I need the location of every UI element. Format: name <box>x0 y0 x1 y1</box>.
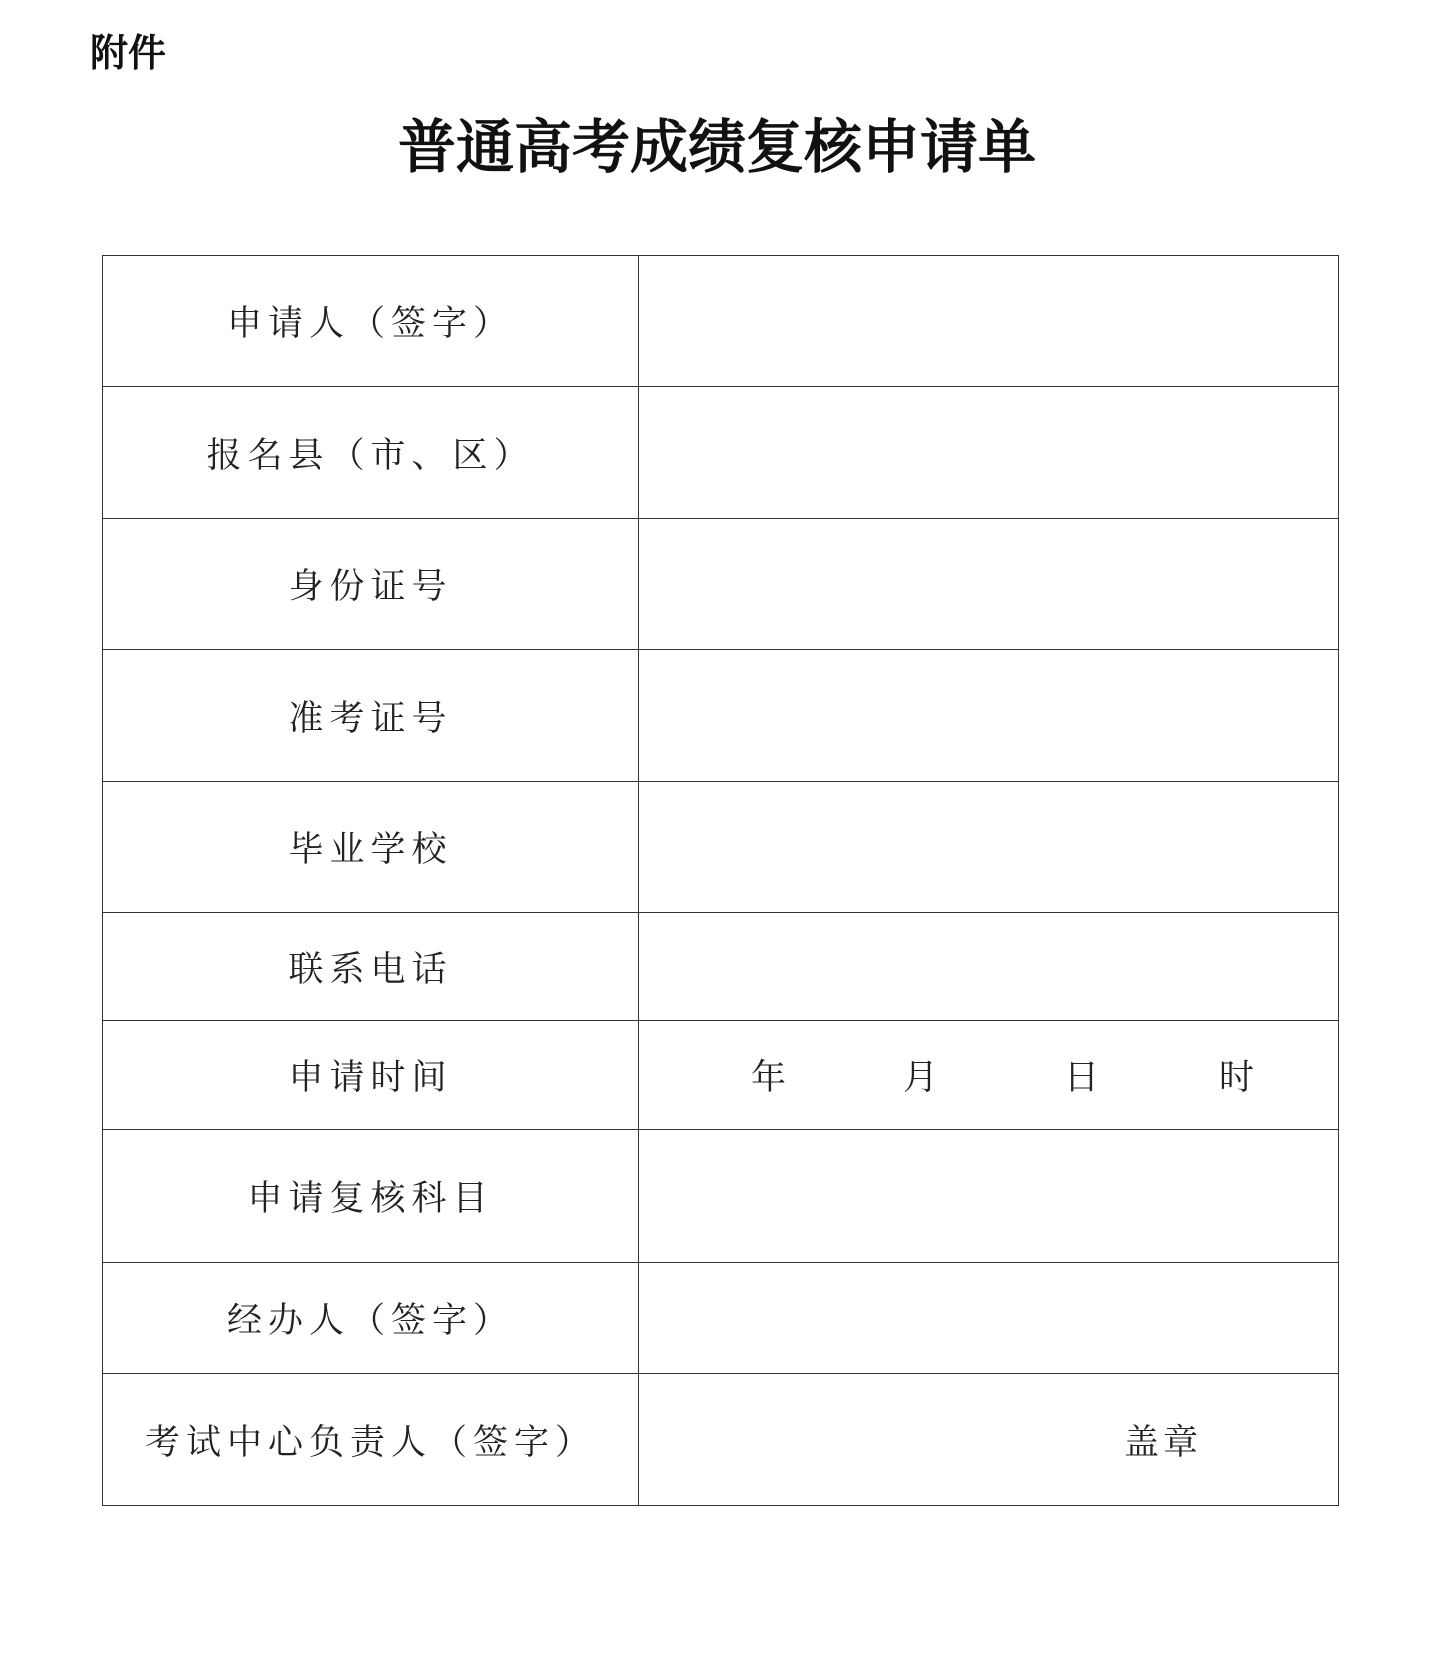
apply-time-date-fields <box>639 1021 1338 1129</box>
form-row-handler <box>103 1263 1339 1374</box>
field-label-apply-time: 申请时间 <box>103 1021 639 1130</box>
field-label-review-subjects: 申请复核科目 <box>103 1130 639 1263</box>
field-label-id-number: 身份证号 <box>103 519 639 650</box>
form-title: 普通高考成绩复核申请单 <box>397 113 1036 181</box>
form-row-applicant <box>103 256 1339 387</box>
form-row-phone <box>103 913 1339 1021</box>
form-row-review-subjects <box>103 1130 1339 1263</box>
field-label-center-head: 考试中心负责人（签字） <box>103 1374 639 1506</box>
field-label-county: 报名县（市、区） <box>103 387 639 519</box>
field-value-admission-ticket[interactable] <box>639 650 1339 782</box>
field-value-center-head[interactable] <box>639 1374 1339 1506</box>
date-day-label: 日 <box>1064 1058 1100 1098</box>
seal-label: 盖章 <box>1124 1422 1203 1463</box>
form-row-county <box>103 387 1339 519</box>
field-label-admission-ticket: 准考证号 <box>103 650 639 782</box>
field-label-applicant: 申请人（签字） <box>103 256 639 387</box>
form-row-admission-ticket <box>103 650 1339 782</box>
field-value-id-number[interactable] <box>639 519 1339 650</box>
field-value-phone[interactable] <box>639 913 1339 1021</box>
field-label-handler: 经办人（签字） <box>103 1263 639 1374</box>
form-row-id-number <box>103 519 1339 650</box>
field-value-handler[interactable] <box>639 1263 1339 1374</box>
form-row-apply-time <box>103 1021 1339 1130</box>
date-hour-label: 时 <box>1219 1058 1255 1098</box>
date-year-label: 年 <box>751 1058 787 1098</box>
field-value-school[interactable] <box>639 782 1339 913</box>
field-label-school: 毕业学校 <box>103 782 639 913</box>
center-head-signature-area <box>639 1374 1338 1505</box>
field-value-applicant[interactable] <box>639 256 1339 387</box>
field-value-county[interactable] <box>639 387 1339 519</box>
field-value-apply-time[interactable] <box>639 1021 1339 1130</box>
field-value-review-subjects[interactable] <box>639 1130 1339 1263</box>
form-row-center-head <box>103 1374 1339 1506</box>
application-form-table <box>102 255 1339 1506</box>
attachment-label: 附件 <box>90 31 167 75</box>
form-row-school <box>103 782 1339 913</box>
field-label-phone: 联系电话 <box>103 913 639 1021</box>
date-month-label: 月 <box>903 1058 939 1098</box>
